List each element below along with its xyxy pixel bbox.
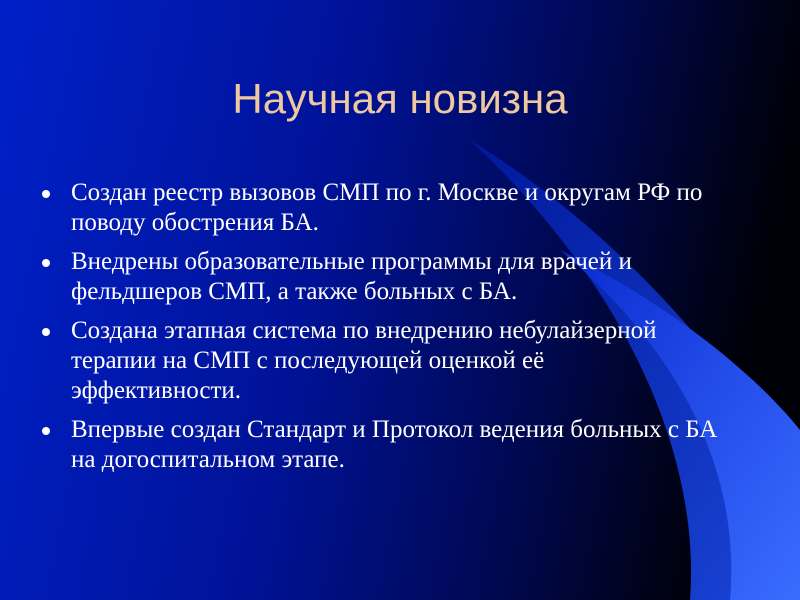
list-item-text: Впервые создан Стандарт и Протокол ведения больных с БА на догоспитальном этапе.	[71, 416, 718, 473]
bullet-dot-icon	[42, 190, 50, 198]
list-item-text: Внедрены образовательные программы для врачей и фельдшеров СМП, а также больных с БА.	[71, 248, 632, 305]
list-item	[40, 415, 720, 475]
list-item	[40, 178, 720, 238]
list-item-text: Создана этапная система по внедрению небулайзерной терапии на СМП с последующей оценкой её эффективности.	[71, 317, 657, 404]
bullet-dot-icon	[42, 259, 50, 267]
list-item-text: Создан реестр вызовов СМП по г. Москве и округам РФ по поводу обострения БА.	[71, 179, 703, 236]
bullet-dot-icon	[42, 427, 50, 435]
bullet-list	[40, 178, 720, 484]
list-item	[40, 247, 720, 307]
list-item	[40, 316, 720, 406]
slide-title: Научная новизна	[232, 75, 568, 122]
bullet-dot-icon	[42, 328, 50, 336]
